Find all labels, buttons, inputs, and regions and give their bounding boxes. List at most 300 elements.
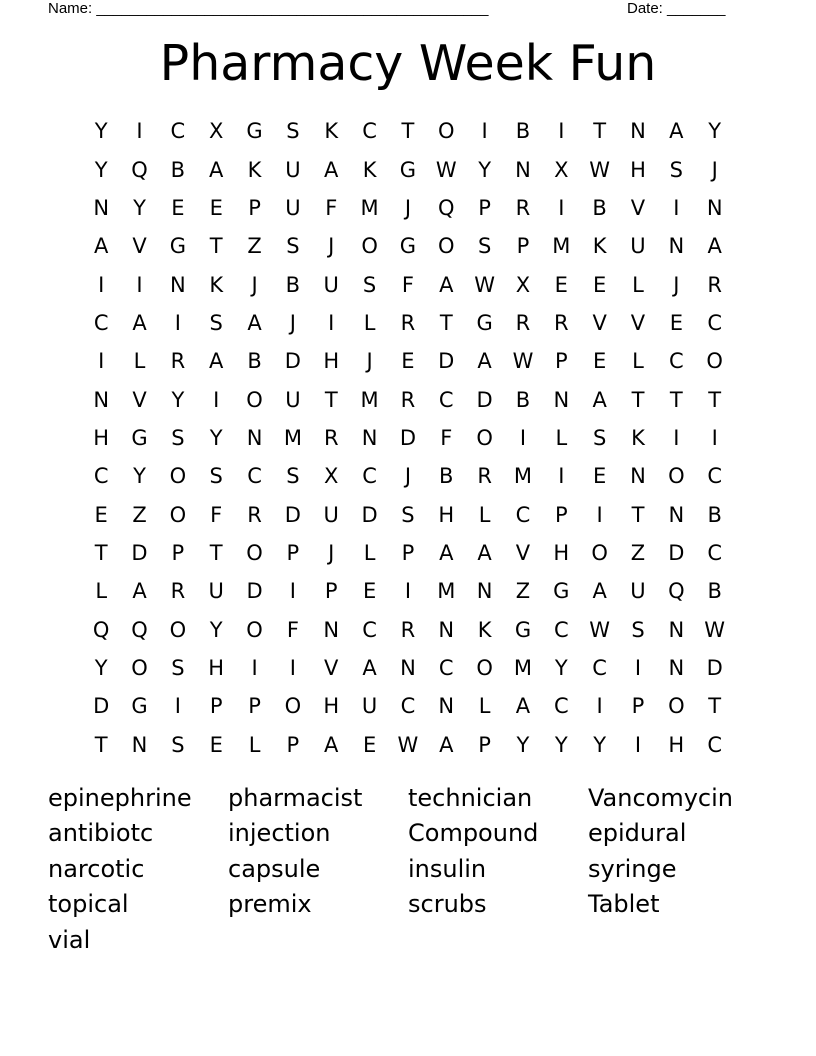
grid-letter: A [362, 655, 377, 680]
grid-letter: I [136, 272, 143, 297]
grid-letter: N [131, 732, 148, 757]
grid-letter: P [324, 579, 338, 604]
grid-letter: A [592, 387, 607, 412]
grid-letter: P [631, 694, 645, 719]
grid-letter: D [284, 349, 301, 374]
grid-letter: B [707, 502, 722, 527]
grid-letter: T [439, 310, 453, 335]
grid-letter: U [285, 157, 301, 182]
grid-letter: M [513, 655, 533, 680]
grid-letter: J [404, 464, 412, 489]
grid-letter: C [515, 502, 531, 527]
grid-letter: I [328, 310, 335, 335]
grid-letter: U [285, 387, 301, 412]
grid-letter: O [169, 502, 187, 527]
grid-letter: G [399, 234, 417, 259]
grid-letter: L [363, 540, 376, 565]
grid-letter: O [246, 387, 263, 412]
grid-letter: T [631, 502, 645, 527]
grid-letter: H [93, 425, 110, 450]
grid-letter: R [170, 349, 186, 374]
grid-letter: A [324, 157, 339, 182]
grid-letter: I [673, 425, 680, 450]
word-list-item: capsule [228, 854, 321, 883]
grid-letter: Y [593, 732, 607, 757]
grid-letter: N [630, 119, 646, 144]
grid-letter: O [284, 694, 302, 719]
grid-letter: A [477, 540, 492, 565]
word-list-item: technician [408, 783, 533, 812]
word-list-item: premix [228, 890, 312, 919]
grid-letter: T [94, 732, 108, 757]
grid-letter: R [400, 310, 416, 335]
grid-letter: V [324, 655, 339, 680]
grid-letter: Y [94, 157, 108, 182]
grid-letter: P [171, 540, 185, 565]
grid-letter: E [669, 310, 683, 335]
grid-letter: P [554, 349, 568, 374]
grid-letter: D [668, 540, 685, 565]
word-list-item: topical [48, 890, 129, 919]
grid-letter: I [558, 119, 565, 144]
grid-letter: G [169, 234, 186, 259]
grid-letter: P [554, 502, 568, 527]
grid-letter: A [477, 349, 492, 374]
grid-letter: L [478, 502, 491, 527]
grid-letter: L [133, 349, 146, 374]
grid-letter: E [94, 502, 108, 527]
grid-letter: C [247, 464, 262, 489]
grid-letter: N [515, 157, 531, 182]
grid-letter: R [707, 272, 722, 297]
grid-letter: P [478, 195, 491, 220]
grid-letter: A [93, 234, 109, 259]
grid-letter: R [515, 195, 531, 220]
grid-letter: A [132, 579, 147, 604]
grid-letter: U [361, 694, 378, 719]
grid-letter: L [478, 694, 491, 719]
grid-letter: Y [94, 655, 108, 680]
grid-letter: F [401, 272, 414, 297]
grid-letter: D [361, 502, 378, 527]
grid-letter: N [170, 272, 186, 297]
grid-letter: Y [708, 119, 722, 144]
grid-letter: I [634, 732, 642, 757]
word-list-item: Vancomycin [588, 783, 734, 812]
grid-letter: A [132, 310, 147, 335]
grid-letter: A [515, 694, 531, 719]
grid-letter: S [362, 272, 377, 297]
word-list-item: scrubs [408, 890, 487, 919]
grid-letter: D [438, 349, 455, 374]
grid-letter: X [324, 464, 339, 489]
grid-letter: N [93, 387, 110, 412]
grid-letter: A [439, 732, 454, 757]
grid-letter: P [209, 694, 223, 719]
grid-letter: C [707, 540, 722, 565]
grid-letter: H [630, 157, 646, 182]
grid-letter: P [516, 234, 530, 259]
grid-letter: L [632, 272, 644, 297]
grid-letter: K [477, 617, 492, 642]
grid-letter: Q [438, 195, 455, 220]
grid-letter: U [208, 579, 224, 604]
word-list-item: antibiotc [48, 819, 154, 848]
word-list-item: injection [228, 819, 331, 848]
grid-letter: E [171, 195, 185, 220]
grid-letter: C [362, 119, 377, 144]
grid-letter: N [476, 579, 493, 604]
grid-letter: A [209, 157, 224, 182]
grid-letter: I [174, 310, 181, 335]
grid-letter: I [519, 425, 527, 450]
grid-letter: B [707, 579, 722, 604]
grid-letter: I [404, 579, 412, 604]
grid-letter: B [592, 195, 607, 220]
grid-letter: X [209, 119, 224, 144]
grid-letter: O [591, 540, 608, 565]
page-title: Pharmacy Week Fun [159, 35, 657, 92]
grid-letter: K [592, 234, 607, 259]
grid-letter: P [478, 732, 491, 757]
grid-letter: K [209, 272, 224, 297]
word-list-item: narcotic [48, 854, 145, 883]
grid-letter: O [476, 655, 493, 680]
grid-letter: Q [668, 579, 685, 604]
grid-letter: H [668, 732, 685, 757]
grid-letter: Q [92, 617, 110, 642]
grid-letter: I [213, 387, 220, 412]
grid-letter: J [328, 234, 335, 259]
word-list-item: epidural [588, 819, 687, 848]
grid-letter: I [289, 655, 296, 680]
grid-letter: G [476, 310, 493, 335]
grid-letter: O [476, 425, 493, 450]
grid-letter: N [361, 425, 378, 450]
letter-grid [82, 112, 734, 764]
grid-letter: Y [94, 119, 108, 144]
grid-letter: C [362, 617, 377, 642]
grid-letter: W [512, 349, 534, 374]
grid-letter: F [440, 425, 453, 450]
grid-letter: B [170, 157, 186, 182]
grid-letter: D [246, 579, 263, 604]
grid-letter: M [360, 387, 379, 412]
grid-letter: S [286, 464, 300, 489]
grid-letter: S [171, 425, 185, 450]
grid-letter: A [439, 272, 454, 297]
grid-letter: O [668, 464, 685, 489]
grid-letter: V [515, 540, 531, 565]
grid-letter: W [589, 157, 611, 182]
grid-letter: N [400, 655, 416, 680]
grid-letter: T [94, 540, 108, 565]
grid-letter: F [286, 617, 299, 642]
grid-letter: R [170, 579, 186, 604]
grid-letter: J [673, 272, 680, 297]
grid-letter: C [553, 694, 569, 719]
grid-letter: R [400, 387, 416, 412]
grid-letter: V [592, 310, 607, 335]
grid-letter: T [209, 234, 223, 259]
grid-letter: V [630, 195, 646, 220]
grid-letter: I [634, 655, 642, 680]
grid-letter: T [324, 387, 338, 412]
grid-letter: I [136, 119, 143, 144]
word-list-item: pharmacist [228, 783, 363, 812]
grid-letter: R [247, 502, 262, 527]
grid-letter: M [283, 425, 302, 450]
grid-letter: Y [133, 464, 146, 489]
grid-letter: O [169, 617, 187, 642]
grid-letter: C [438, 655, 454, 680]
grid-letter: D [706, 655, 723, 680]
grid-letter: P [248, 694, 261, 719]
grid-letter: A [247, 310, 262, 335]
grid-letter: Z [132, 502, 147, 527]
grid-letter: H [323, 349, 340, 374]
grid-letter: I [174, 694, 181, 719]
grid-letter: I [711, 425, 718, 450]
grid-letter: D [131, 540, 148, 565]
grid-letter: C [668, 349, 684, 374]
grid-letter: Y [516, 732, 530, 757]
grid-letter: E [362, 579, 377, 604]
grid-letter: R [323, 425, 339, 450]
grid-letter: E [209, 195, 223, 220]
grid-letter: H [208, 655, 225, 680]
grid-letter: J [328, 540, 335, 565]
grid-letter: I [673, 195, 680, 220]
grid-letter: O [361, 234, 378, 259]
grid-letter: C [707, 310, 722, 335]
grid-letter: T [401, 119, 415, 144]
grid-letter: N [93, 195, 110, 220]
word-list-item: syringe [588, 854, 677, 883]
grid-letter: N [668, 234, 685, 259]
grid-letter: Y [171, 387, 185, 412]
grid-letter: N [630, 464, 646, 489]
grid-letter: Y [478, 157, 492, 182]
word-list-item: Tablet [588, 890, 660, 919]
grid-letter: N [438, 617, 455, 642]
grid-letter: A [707, 234, 722, 259]
grid-letter: U [323, 272, 339, 297]
grid-letter: T [209, 540, 223, 565]
grid-letter: N [323, 617, 340, 642]
grid-letter: I [98, 349, 105, 374]
grid-letter: E [362, 732, 377, 757]
grid-letter: S [171, 655, 185, 680]
grid-letter: C [93, 310, 109, 335]
grid-letter: P [286, 732, 300, 757]
grid-letter: S [209, 464, 223, 489]
grid-letter: I [98, 272, 105, 297]
grid-letter: R [554, 310, 569, 335]
grid-letter: E [401, 349, 415, 374]
word-list [48, 780, 768, 958]
grid-letter: K [362, 157, 377, 182]
grid-letter: G [514, 617, 532, 642]
grid-letter: Z [515, 579, 531, 604]
grid-letter: I [596, 502, 603, 527]
grid-letter: U [285, 195, 301, 220]
grid-letter: T [631, 387, 645, 412]
grid-letter: M [552, 234, 571, 259]
grid-letter: S [171, 732, 185, 757]
grid-letter: J [366, 349, 373, 374]
grid-letter: S [477, 234, 492, 259]
grid-letter: X [554, 157, 569, 182]
grid-letter: N [246, 425, 263, 450]
grid-letter: D [476, 387, 493, 412]
grid-letter: I [289, 579, 296, 604]
grid-letter: O [706, 349, 723, 374]
grid-letter: S [286, 234, 300, 259]
grid-letter: O [438, 119, 455, 144]
grid-letter: Y [209, 425, 223, 450]
grid-letter: L [555, 425, 568, 450]
grid-letter: L [248, 732, 261, 757]
grid-letter: C [553, 617, 569, 642]
grid-letter: U [323, 502, 339, 527]
grid-letter: S [209, 310, 223, 335]
grid-letter: N [438, 694, 455, 719]
grid-letter: A [669, 119, 684, 144]
grid-letter: G [553, 579, 570, 604]
grid-letter: I [481, 119, 488, 144]
grid-letter: C [400, 694, 416, 719]
grid-letter: U [630, 579, 646, 604]
grid-letter: O [668, 694, 685, 719]
grid-letter: N [668, 617, 685, 642]
grid-letter: J [289, 310, 296, 335]
grid-letter: J [711, 157, 718, 182]
grid-letter: W [397, 732, 419, 757]
grid-letter: U [630, 234, 646, 259]
word-list-item: epinephrine [48, 783, 192, 812]
grid-letter: K [324, 119, 339, 144]
grid-letter: A [439, 540, 454, 565]
grid-letter: O [438, 234, 455, 259]
grid-letter: S [592, 425, 607, 450]
grid-letter: J [404, 195, 412, 220]
grid-letter: T [593, 119, 607, 144]
grid-letter: N [553, 387, 570, 412]
grid-letter: H [323, 694, 340, 719]
grid-letter: T [708, 387, 722, 412]
name-field[interactable]: Name: _______________________________________________ [48, 0, 489, 17]
grid-letter: W [474, 272, 495, 297]
grid-letter: Z [630, 540, 646, 565]
grid-letter: F [210, 502, 223, 527]
grid-letter: R [515, 310, 531, 335]
grid-letter: P [248, 195, 261, 220]
grid-letter: O [246, 540, 263, 565]
grid-letter: S [631, 617, 645, 642]
grid-letter: L [632, 349, 644, 374]
grid-letter: P [286, 540, 300, 565]
grid-letter: H [438, 502, 455, 527]
grid-letter: G [246, 119, 263, 144]
grid-letter: E [209, 732, 223, 757]
grid-letter: F [325, 195, 338, 220]
grid-letter: A [592, 579, 607, 604]
grid-letter: M [513, 464, 533, 489]
grid-letter: B [439, 464, 454, 489]
grid-letter: N [668, 502, 685, 527]
grid-letter: C [362, 464, 377, 489]
grid-letter: Q [131, 157, 148, 182]
grid-letter: Y [133, 195, 146, 220]
grid-letter: M [437, 579, 456, 604]
grid-letter: C [170, 119, 186, 144]
grid-letter: E [593, 349, 607, 374]
word-list-item: insulin [408, 854, 487, 883]
grid-letter: B [515, 119, 531, 144]
grid-letter: W [704, 617, 726, 642]
grid-letter: B [515, 387, 531, 412]
date-field[interactable]: Date: _______ [627, 0, 726, 17]
grid-letter: L [363, 310, 376, 335]
grid-letter: Y [209, 617, 223, 642]
grid-letter: A [324, 732, 339, 757]
grid-letter: M [360, 195, 379, 220]
grid-letter: B [247, 349, 262, 374]
grid-letter: V [630, 310, 646, 335]
grid-letter: S [669, 157, 683, 182]
grid-letter: R [477, 464, 492, 489]
grid-letter: C [707, 732, 722, 757]
grid-letter: E [593, 464, 607, 489]
grid-letter: Y [554, 732, 568, 757]
grid-letter: G [131, 694, 148, 719]
grid-letter: I [251, 655, 258, 680]
grid-letter: Z [247, 234, 262, 259]
grid-letter: N [706, 195, 723, 220]
grid-letter: I [596, 694, 603, 719]
grid-letter: V [132, 234, 147, 259]
grid-letter: C [93, 464, 109, 489]
grid-letter: A [209, 349, 224, 374]
grid-letter: H [553, 540, 570, 565]
word-list-item: vial [48, 925, 91, 954]
grid-letter: I [558, 195, 565, 220]
grid-letter: B [285, 272, 301, 297]
grid-letter: R [400, 617, 416, 642]
grid-letter: W [589, 617, 611, 642]
grid-letter: W [435, 157, 457, 182]
grid-letter: D [399, 425, 416, 450]
grid-letter: T [708, 694, 722, 719]
grid-letter: C [592, 655, 607, 680]
grid-letter: K [247, 157, 262, 182]
grid-letter: Y [554, 655, 568, 680]
grid-letter: G [131, 425, 148, 450]
grid-letter: O [131, 655, 148, 680]
grid-letter: Q [131, 617, 148, 642]
grid-letter: K [631, 425, 645, 450]
grid-letter: C [438, 387, 454, 412]
grid-letter: X [515, 272, 531, 297]
grid-letter: C [707, 464, 722, 489]
word-list-item: Compound [408, 819, 539, 848]
grid-letter: G [399, 157, 417, 182]
grid-letter: P [401, 540, 415, 565]
grid-letter: O [246, 617, 263, 642]
grid-letter: T [669, 387, 683, 412]
grid-letter: V [132, 387, 147, 412]
